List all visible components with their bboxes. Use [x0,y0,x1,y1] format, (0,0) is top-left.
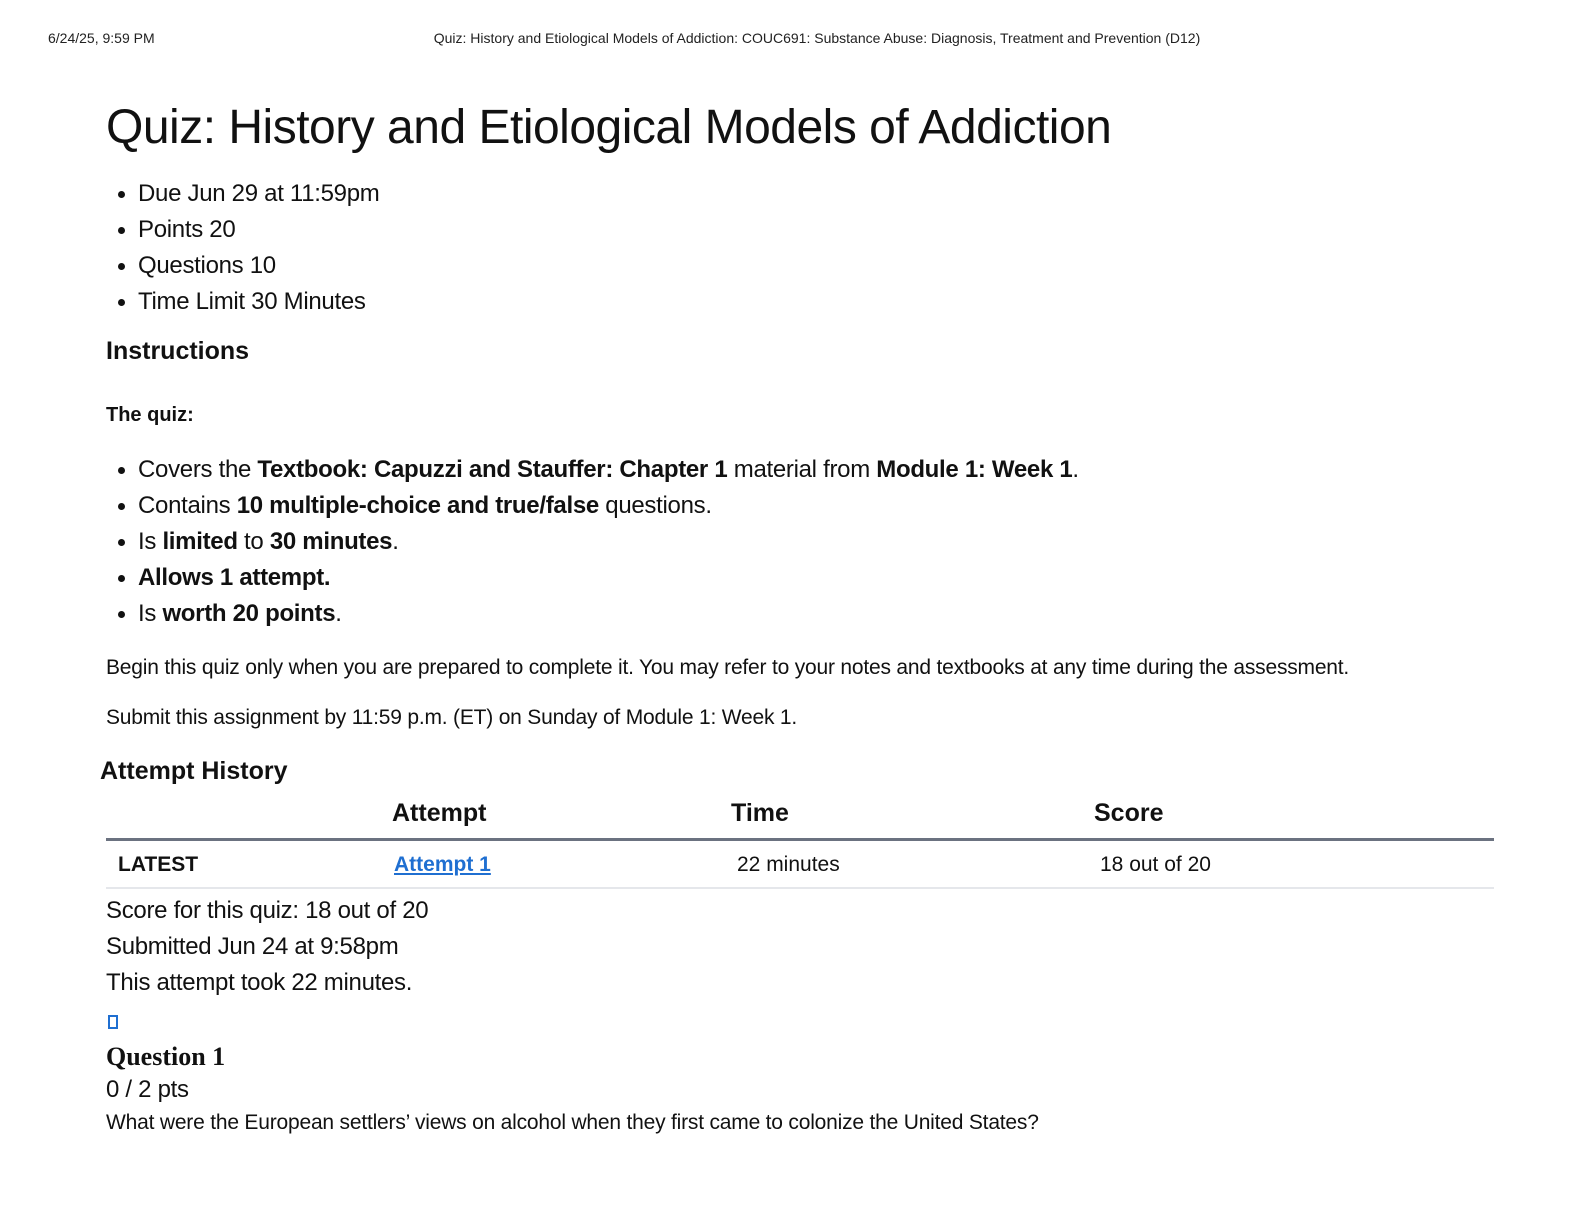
instruction-emphasis: Textbook: Capuzzi and Stauffer: Chapter 1 [257,456,728,483]
print-datetime: 6/24/25, 9:59 PM [48,30,155,46]
question-points: 0 / 2 pts [106,1076,189,1103]
instruction-emphasis: 10 multiple-choice and true/false [236,492,599,519]
flag-question-icon[interactable] [108,1015,118,1029]
submitted-summary: Submitted Jun 24 at 9:58pm [106,933,399,960]
detail-points [106,212,1496,248]
table-row [106,840,1494,889]
main-content [100,96,1496,1137]
question-text: What were the European settlers’ views on alcohol when they first came to colonize the United States? [106,1111,1039,1134]
attempt-1-link[interactable]: Attempt 1 [394,853,491,876]
instruction-text: Covers the [138,456,258,483]
score-summary: Score for this quiz: 18 out of 20 [106,897,429,924]
instruction-text: Contains [138,492,237,519]
detail-time-limit [106,284,1496,320]
detail-questions [106,248,1496,284]
instruction-emphasis: 30 minutes [269,528,393,555]
instruction-item [106,452,1496,488]
column-header-time: Time [731,796,1094,840]
instruction-item [106,560,1496,596]
instruction-emphasis: worth 20 points [162,600,336,627]
instruction-text: . [1072,456,1079,483]
detail-due [106,176,1496,212]
table-header-row [106,796,1494,840]
detail-time-limit-value: 30 Minutes [251,288,366,315]
detail-due-label: Due [138,180,182,207]
instructions-heading: Instructions [106,337,250,365]
latest-badge: LATEST [106,840,392,889]
attempt-history-heading: Attempt History [100,757,288,785]
instruction-text: . [392,528,399,555]
detail-points-label: Points [138,216,203,243]
instructions-intro: The quiz: [106,404,194,426]
instruction-item [106,596,1496,632]
instruction-text: Is [138,528,163,555]
attempt-score: 18 out of 20 [1094,840,1494,889]
instruction-item [106,488,1496,524]
instruction-text: Is [138,600,163,627]
print-header [48,30,1536,50]
column-header-attempt: Attempt [392,796,731,840]
instruction-text: questions. [598,492,712,519]
detail-points-value: 20 [209,216,236,243]
attempt-cell [392,840,731,889]
quiz-details-list [106,176,1496,320]
submit-text: Submit this assignment by 11:59 p.m. (ET) on Sunday of Module 1: Week 1. [106,706,798,729]
instruction-text: . [335,600,342,627]
detail-due-value: Jun 29 at 11:59pm [187,180,380,207]
instruction-emphasis: Allows 1 attempt. [138,564,331,591]
duration-summary: This attempt took 22 minutes. [106,969,413,996]
instructions-list [106,452,1496,632]
column-header-tag [106,796,392,840]
instruction-item [106,524,1496,560]
detail-questions-value: 10 [249,252,276,279]
quiz-summary [106,893,1496,1001]
question-title: Question 1 [106,1042,226,1071]
begin-text: Begin this quiz only when you are prepared to complete it. You may refer to your notes and textbooks at any time during the assessment. [106,656,1350,679]
attempt-history-table [106,796,1494,889]
detail-questions-label: Questions [138,252,244,279]
column-header-score: Score [1094,796,1494,840]
detail-time-limit-label: Time Limit [138,288,245,315]
print-document-title: Quiz: History and Etiological Models of Addiction: COUC691: Substance Abuse: Diagnosis, Treatment and Prevention (D12) [433,30,1201,46]
instruction-emphasis: Module 1: Week 1 [876,456,1073,483]
instruction-text: to [237,528,270,555]
instruction-text: material from [727,456,877,483]
attempt-time: 22 minutes [731,840,1094,889]
instruction-emphasis: limited [162,528,238,555]
page-title: Quiz: History and Etiological Models of Addiction [106,101,1112,154]
